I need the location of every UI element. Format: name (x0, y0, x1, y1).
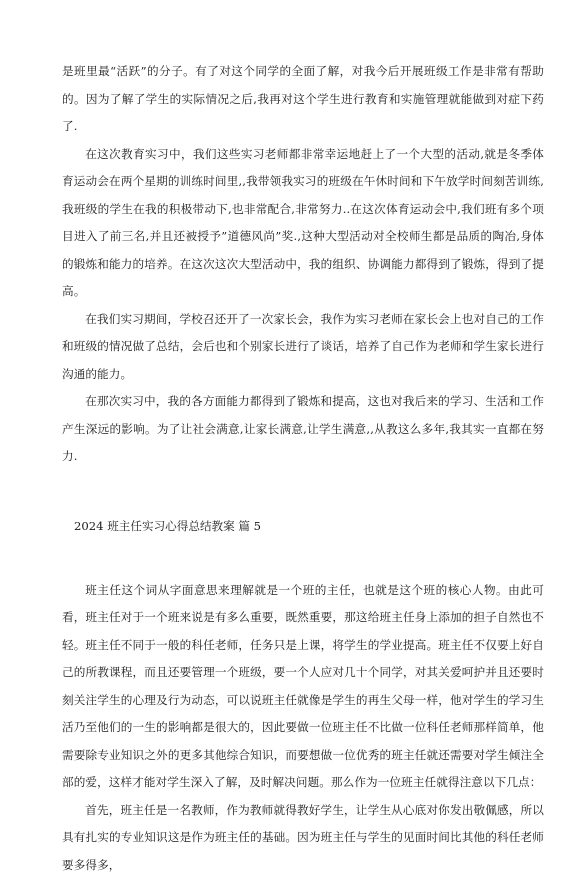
paragraph-1: 是班里最“活跃”的分子。有了对这个同学的全面了解，对我今后开展班级工作是非常有帮助的。因为了解了学生的实际情况之后,我再对这个学生进行教育和实施管理就能做到对症下药了. (62, 58, 544, 141)
section-heading: 2024 班主任实习心得总结教案 篇 5 (62, 516, 544, 536)
paragraph-2: 在这次教育实习中，我们这些实习老师都非常幸运地赶上了一个大型的活动,就是冬季体育运动会在两个星期的训练时间里,,我带领我实习的班级在午休时间和下午放学时间刻苦训练,我班级的学生在我的积极带动下,也非常配合,非常努力..在这次体育运动会中,我们班有多个项目进入了前三名,并且还被授予”道德风尚”奖.,这种大型活动对全校师生都是品质的陶冶,身体的锻炼和能力的培养。在这次这次大型活动中，我的组织、协调能力都得到了锻炼，得到了提高。 (62, 141, 544, 306)
section-after (62, 577, 544, 879)
paragraph-6: 首先，班主任是一名教师，作为教师就得教好学生，让学生从心底对你发出敬佩感，所以具有扎实的专业知识这是作为班主任的基础。因为班主任与学生的见面时间比其他的科任老师要多得多， (62, 797, 544, 879)
section-before (62, 58, 544, 471)
paragraph-3: 在我们实习期间，学校召还开了一次家长会，我作为实习老师在家长会上也对自己的工作和班级的情况做了总结，会后也和个别家长进行了谈话，培养了自己作为老师和学生家长进行沟通的能力。 (62, 306, 544, 389)
paragraph-5: 班主任这个词从字面意思来理解就是一个班的主任，也就是这个班的核心人物。由此可看，班主任对于一个班来说是有多么重要，既然重要，那这给班主任身上添加的担子自然也不轻。班主任不同于一般的科任老师，任务只是上课，将学生的学业提高。班主任不仅要上好自己的所教课程，而且还要管理一个班级，要一个人应对几十个同学，对其关爱呵护并且还要时刻关注学生的心理及行为动态，可以说班主任就像是学生的再生父母一样，他对学生的学习生活乃至他们的一生的影响都是很大的，因此要做一位班主任不比做一位科任老师那样简单，他需要除专业知识之外的更多其他综合知识，而要想做一位优秀的班主任就还需要对学生倾注全部的爱，这样才能对学生深入了解，及时解决问题。那么作为一位班主任就得注意以下几点： (62, 577, 544, 797)
paragraph-4: 在那次实习中，我的各方面能力都得到了锻炼和提高，这也对我后来的学习、生活和工作产生深远的影响。为了让社会满意,让家长满意,让学生满意,,从教这么多年,我其实一直都在努力. (62, 388, 544, 471)
